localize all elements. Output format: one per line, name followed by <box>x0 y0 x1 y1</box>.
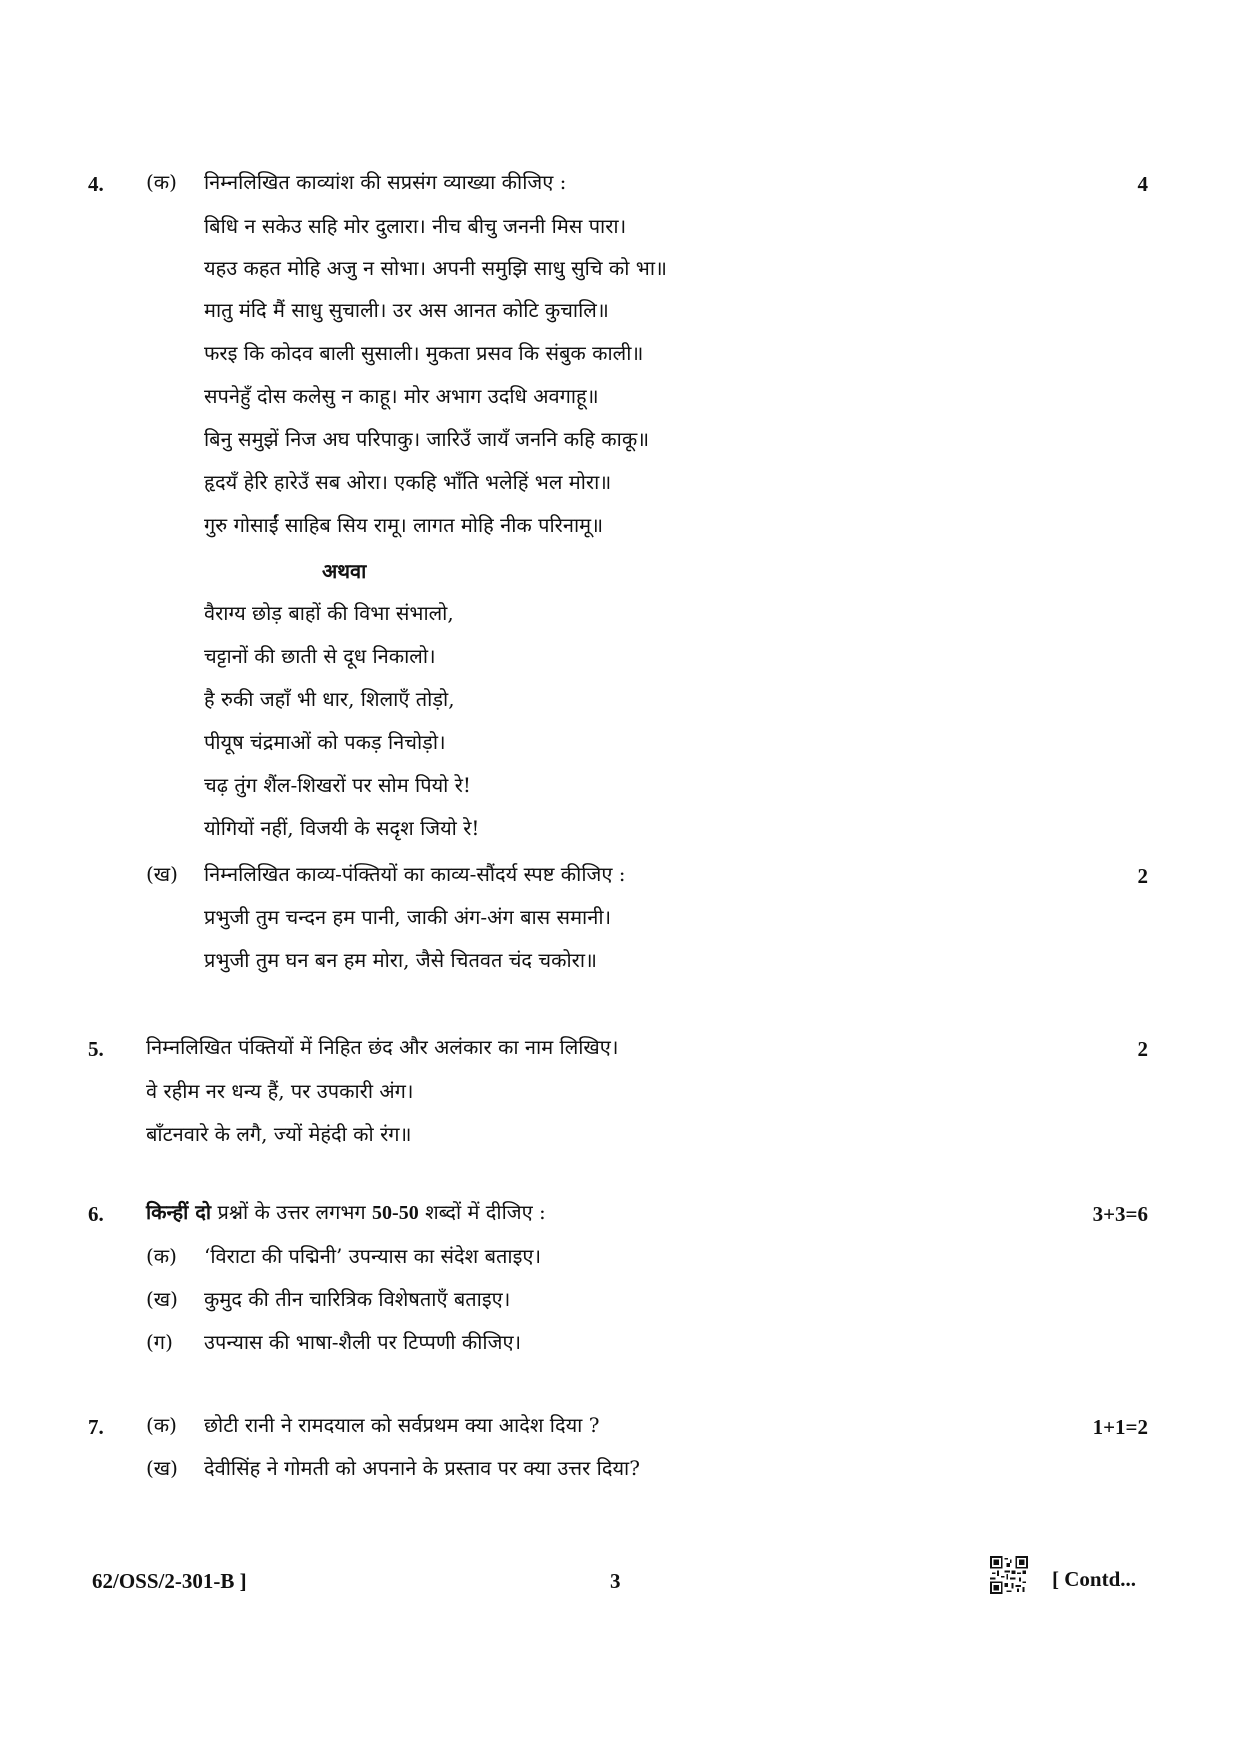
poem2-line: योगियों नहीं, विजयी के सदृश जियो रे! <box>204 816 480 840</box>
q7-marks: 1+1=2 <box>1092 1415 1148 1439</box>
q7-item-text: देवीसिंह ने गोमती को अपनाने के प्रस्ताव पर क्या उत्तर दिया? <box>204 1456 640 1480</box>
poem2-line: है रुकी जहाँ भी धार, शिलाएँ तोड़ो, <box>204 687 455 711</box>
or-label: अथवा <box>322 559 367 583</box>
q4-b-marks: 2 <box>1137 864 1148 888</box>
q4-a-instruction: निम्नलिखित काव्यांश की सप्रसंग व्याख्या कीजिए : <box>204 170 567 194</box>
poem1-line: सपनेहुँ दोस कलेसु न काहू। मोर अभाग उदधि अवगाहू॥ <box>204 384 599 408</box>
poem2-line: चट्टानों की छाती से दूध निकालो। <box>204 644 436 668</box>
poem2-line: वैराग्य छोड़ बाहों की विभा संभालो, <box>204 601 454 625</box>
poem1-line: गुरु गोसाईं साहिब सिय रामू। लागत मोहि नीक परिनामू॥ <box>204 513 604 537</box>
q6-item-label: (ग) <box>146 1330 173 1354</box>
q6-item-text: ‘विराटा की पद्मिनी’ उपन्यास का संदेश बताइए। <box>204 1244 542 1268</box>
poem1-line: हृदयँ हेरि हारेउँ सब ओरा। एकहि भाँति भलेहिं भल मोरा॥ <box>204 470 612 494</box>
q5-line: वे रहीम नर धन्य हैं, पर उपकारी अंग। <box>146 1079 414 1103</box>
q4-a-label: (क) <box>146 170 177 194</box>
q4-a-marks: 4 <box>1137 172 1148 196</box>
poem3-line: प्रभुजी तुम चन्दन हम पानी, जाकी अंग-अंग बास समानी। <box>204 905 612 929</box>
q5-instruction: निम्नलिखित पंक्तियों में निहित छंद और अलंकार का नाम लिखिए। <box>146 1035 619 1059</box>
q6-instruction-end: शब्दों में दीजिए : <box>418 1200 546 1224</box>
q7-item-text: छोटी रानी ने रामदयाल को सर्वप्रथम क्या आदेश दिया ? <box>204 1413 600 1437</box>
q6-item-text: उपन्यास की भाषा-शैली पर टिप्पणी कीजिए। <box>204 1330 522 1354</box>
q6-instruction-bold: किन्हीं दो <box>146 1200 212 1224</box>
q4-b-instruction: निम्नलिखित काव्य-पंक्तियों का काव्य-सौंदर्य स्पष्ट कीजिए : <box>204 862 626 886</box>
q5-marks: 2 <box>1137 1037 1148 1061</box>
question-number-5: 5. <box>88 1037 104 1061</box>
poem3-line: प्रभुजी तुम घन बन हम मोरा, जैसे चितवत चंद चकोरा॥ <box>204 948 597 972</box>
question-number-7: 7. <box>88 1415 104 1439</box>
poem1-line: मातु मंदि मैं साधु सुचाली। उर अस आनत कोटि कुचालि॥ <box>204 298 609 322</box>
q6-item-text: कुमुद की तीन चारित्रिक विशेषताएँ बताइए। <box>204 1287 511 1311</box>
q5-line: बाँटनवारे के लगै, ज्यों मेहंदी को रंग॥ <box>146 1122 412 1146</box>
q6-item-label: (क) <box>146 1244 177 1268</box>
paper-code: 62/OSS/2-301-B ] <box>92 1569 247 1593</box>
question-number-4: 4. <box>88 172 104 196</box>
qr-code-icon <box>990 1556 1028 1594</box>
page-number: 3 <box>610 1569 621 1593</box>
q4-b-label: (ख) <box>146 862 178 886</box>
poem1-line: बिधि न सकेउ सहि मोर दुलारा। नीच बीचु जननी मिस पारा। <box>204 214 627 238</box>
poem1-line: यहउ कहत मोहि अजु न सोभा। अपनी समुझि साधु सुचि को भा॥ <box>204 256 668 280</box>
question-number-6: 6. <box>88 1202 104 1226</box>
poem1-line: फरइ कि कोदव बाली सुसाली। मुकता प्रसव कि संबुक काली॥ <box>204 341 644 365</box>
poem1-line: बिनु समुझें निज अघ परिपाकु। जारिउँ जायँ जननि कहि काकू॥ <box>204 427 650 451</box>
q6-instruction-bold2: 50-50 <box>372 1202 419 1224</box>
q6-marks: 3+3=6 <box>1092 1202 1148 1226</box>
continued-label: [ Contd... <box>1052 1567 1137 1591</box>
q6-item-label: (ख) <box>146 1287 178 1311</box>
q7-item-label: (ख) <box>146 1456 178 1480</box>
q6-instruction <box>146 1202 546 1223</box>
q6-instruction-mid: प्रश्नों के उत्तर लगभग <box>211 1200 373 1224</box>
poem2-line: पीयूष चंद्रमाओं को पकड़ निचोड़ो। <box>204 730 446 754</box>
poem2-line: चढ़ तुंग शैंल-शिखरों पर सोम पियो रे! <box>204 773 471 797</box>
q7-item-label: (क) <box>146 1413 177 1437</box>
